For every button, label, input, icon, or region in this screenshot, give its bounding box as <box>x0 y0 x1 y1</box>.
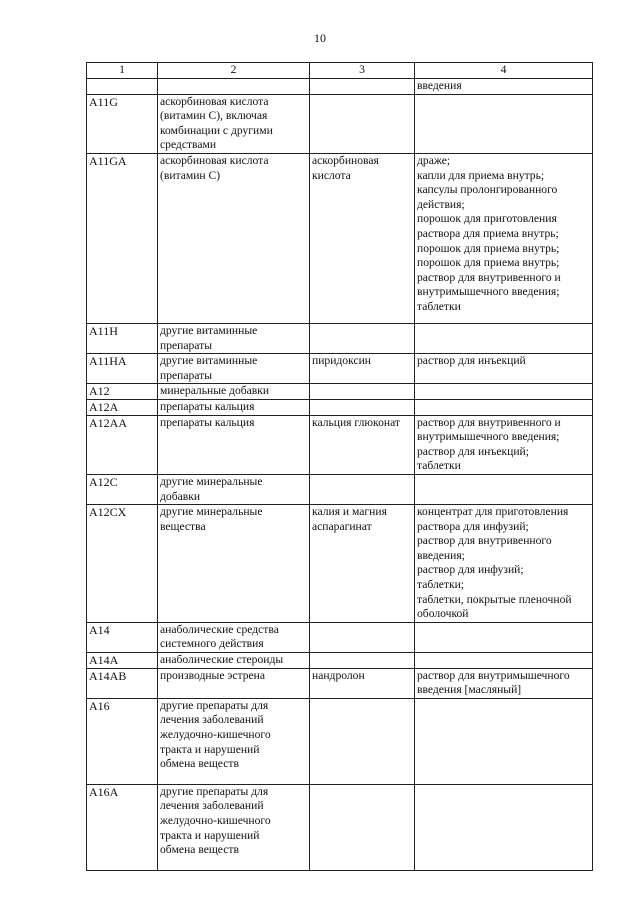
dosage-forms-cell <box>415 79 593 95</box>
table-row <box>87 653 593 669</box>
cell-text-line: введения; <box>417 548 465 562</box>
cell-text-line: раствор для инъекций; <box>417 444 529 458</box>
substance-cell <box>310 505 415 623</box>
substance-cell <box>310 153 415 323</box>
substance-cell <box>310 399 415 415</box>
atc-code-cell: A12CX <box>87 505 158 623</box>
cell-text-line: кальция глюконат <box>312 415 400 429</box>
table-row <box>87 474 593 504</box>
cell-text-line: действия; <box>417 197 465 211</box>
cell-text-line: таблетки <box>417 459 461 473</box>
cell-text-line: препараты <box>160 338 212 352</box>
table-row <box>87 384 593 400</box>
column-header-4: 4 <box>415 63 593 79</box>
cell-text-line: другие минеральные <box>160 505 263 519</box>
substance-cell <box>310 323 415 353</box>
cell-text-line: обмена веществ <box>160 843 239 857</box>
cell-text-line: другие препараты для <box>160 698 269 712</box>
dosage-forms-cell <box>415 354 593 384</box>
cell-text-line: препараты <box>160 368 212 382</box>
cell-text-line: таблетки, покрытые пленочной <box>417 592 572 606</box>
cell-text-line: анаболические стероиды <box>160 653 284 667</box>
group-name-cell <box>158 415 310 474</box>
cell-text-line: нандролон <box>312 668 365 682</box>
cell-text-line: раствора для приема внутрь; <box>417 226 559 240</box>
cell-text-line: раствор для инфузий; <box>417 563 524 577</box>
table-row <box>87 79 593 95</box>
table-row <box>87 153 593 323</box>
substance-cell <box>310 474 415 504</box>
group-name-cell <box>158 653 310 669</box>
table-row <box>87 354 593 384</box>
group-name-cell <box>158 784 310 870</box>
group-name-cell <box>158 79 310 95</box>
atc-code-cell: A14 <box>87 622 158 652</box>
table-body <box>87 79 593 871</box>
substance-cell <box>310 354 415 384</box>
group-name-cell <box>158 505 310 623</box>
substance-cell <box>310 698 415 784</box>
substance-cell <box>310 653 415 669</box>
table-header <box>87 63 593 79</box>
dosage-forms-cell <box>415 784 593 870</box>
cell-text-line: обмена веществ <box>160 757 239 771</box>
group-name-cell <box>158 668 310 698</box>
header-row <box>87 63 593 79</box>
atc-code-cell: A16 <box>87 698 158 784</box>
group-name-cell <box>158 622 310 652</box>
cell-text-line: пиридоксин <box>312 354 372 368</box>
table-row <box>87 399 593 415</box>
dosage-forms-cell <box>415 668 593 698</box>
cell-text-line: раствор для внутривенного и <box>417 270 561 284</box>
cell-text-line: введения [масляный] <box>417 683 522 697</box>
atc-code-cell: A12 <box>87 384 158 400</box>
substance-cell <box>310 79 415 95</box>
dosage-forms-cell <box>415 384 593 400</box>
cell-text-line: раствор для инъекций <box>417 354 526 368</box>
cell-text-line: лечения заболеваний <box>160 713 264 727</box>
cell-text-line: желудочно-кишечного <box>160 814 271 827</box>
table-row <box>87 668 593 698</box>
atc-code-cell: A14AB <box>87 668 158 698</box>
cell-text-line: оболочкой <box>417 607 469 621</box>
table-row <box>87 505 593 623</box>
table-row <box>87 94 593 153</box>
dosage-forms-cell <box>415 698 593 784</box>
cell-text-line: желудочно-кишечного <box>160 728 271 741</box>
cell-text-line: средствами <box>160 138 217 152</box>
cell-text-line: порошок для приема внутрь; <box>417 241 560 255</box>
cell-text-line: производные эстрена <box>160 668 266 682</box>
atc-code-cell: A11G <box>87 94 158 153</box>
atc-code-cell: A11GA <box>87 153 158 323</box>
cell-text-line: внутримышечного введения; <box>417 430 560 444</box>
atc-code-cell: A11HA <box>87 354 158 384</box>
cell-text-line: препараты кальция <box>160 399 255 413</box>
atc-code-cell: A11H <box>87 323 158 353</box>
cell-text-line: другие витаминные <box>160 323 258 337</box>
drug-classification-table <box>86 62 593 871</box>
column-header-2: 2 <box>158 63 310 79</box>
cell-text-line: лечения заболеваний <box>160 799 264 813</box>
column-header-3: 3 <box>310 63 415 79</box>
dosage-forms-cell <box>415 474 593 504</box>
cell-text-line: препараты кальция <box>160 415 255 429</box>
atc-code-cell: A14A <box>87 653 158 669</box>
table-row <box>87 698 593 784</box>
cell-text-line: капли для приема внутрь; <box>417 168 545 182</box>
cell-text-line: системного действия <box>160 637 264 651</box>
cell-text-line: калия и магния <box>312 505 387 519</box>
dosage-forms-cell <box>415 415 593 474</box>
cell-text-line: таблетки; <box>417 578 465 592</box>
cell-text-line: капсулы пролонгированного <box>417 183 558 197</box>
group-name-cell <box>158 384 310 400</box>
table-row <box>87 323 593 353</box>
cell-text-line: аскорбиновая <box>312 153 379 167</box>
dosage-forms-cell <box>415 323 593 353</box>
group-name-cell <box>158 399 310 415</box>
cell-text-line: кислота <box>312 168 351 182</box>
atc-code-cell: A12AA <box>87 415 158 474</box>
cell-text-line: анаболические средства <box>160 622 279 636</box>
cell-text-line: таблетки <box>417 299 461 313</box>
group-name-cell <box>158 698 310 784</box>
cell-text-line: минеральные добавки <box>160 384 270 398</box>
cell-text-line: другие препараты для <box>160 784 269 798</box>
dosage-forms-cell <box>415 94 593 153</box>
table-row <box>87 784 593 870</box>
cell-text-line: внутримышечного введения; <box>417 285 560 299</box>
group-name-cell <box>158 474 310 504</box>
dosage-forms-cell <box>415 399 593 415</box>
cell-text-line: аскорбиновая кислота <box>160 94 269 108</box>
cell-text-line: другие минеральные <box>160 474 263 488</box>
cell-text-line: раствор для внутривенного и <box>417 415 561 429</box>
substance-cell <box>310 784 415 870</box>
dosage-forms-cell <box>415 622 593 652</box>
cell-text-line: другие витаминные <box>160 354 258 368</box>
cell-text-line: (витамин С) <box>160 168 221 182</box>
atc-code-cell <box>87 79 158 95</box>
column-header-1: 1 <box>87 63 158 79</box>
cell-text-line: вещества <box>160 519 206 533</box>
cell-text-line: аспарагинат <box>312 519 372 533</box>
cell-text-line: добавки <box>160 489 201 503</box>
cell-text-line: концентрат для приготовления <box>417 505 569 519</box>
substance-cell <box>310 94 415 153</box>
cell-text-line: драже; <box>417 153 451 167</box>
cell-text-line: тракта и нарушений <box>160 828 260 842</box>
group-name-cell <box>158 354 310 384</box>
cell-text-line: тракта и нарушений <box>160 742 260 756</box>
atc-code-cell: A12A <box>87 399 158 415</box>
group-name-cell <box>158 94 310 153</box>
dosage-forms-cell <box>415 505 593 623</box>
cell-text-line: раствор для внутримышечного <box>417 668 570 682</box>
cell-text-line: введения <box>417 79 462 92</box>
atc-code-cell: A12C <box>87 474 158 504</box>
page-number: 10 <box>314 31 326 45</box>
cell-text-line: порошок для приема внутрь; <box>417 256 560 270</box>
dosage-forms-cell <box>415 653 593 669</box>
group-name-cell <box>158 323 310 353</box>
cell-text-line: порошок для приготовления <box>417 212 557 226</box>
substance-cell <box>310 668 415 698</box>
group-name-cell <box>158 153 310 323</box>
substance-cell <box>310 415 415 474</box>
table-row <box>87 622 593 652</box>
cell-text-line: аскорбиновая кислота <box>160 153 269 167</box>
cell-text-line: раствора для инфузий; <box>417 519 529 533</box>
dosage-forms-cell <box>415 153 593 323</box>
atc-code-cell: A16A <box>87 784 158 870</box>
cell-text-line: раствор для внутривенного <box>417 534 552 548</box>
table-row <box>87 415 593 474</box>
cell-text-line: (витамин С), включая <box>160 109 268 123</box>
substance-cell <box>310 384 415 400</box>
cell-text-line: комбинации с другими <box>160 123 273 137</box>
substance-cell <box>310 622 415 652</box>
